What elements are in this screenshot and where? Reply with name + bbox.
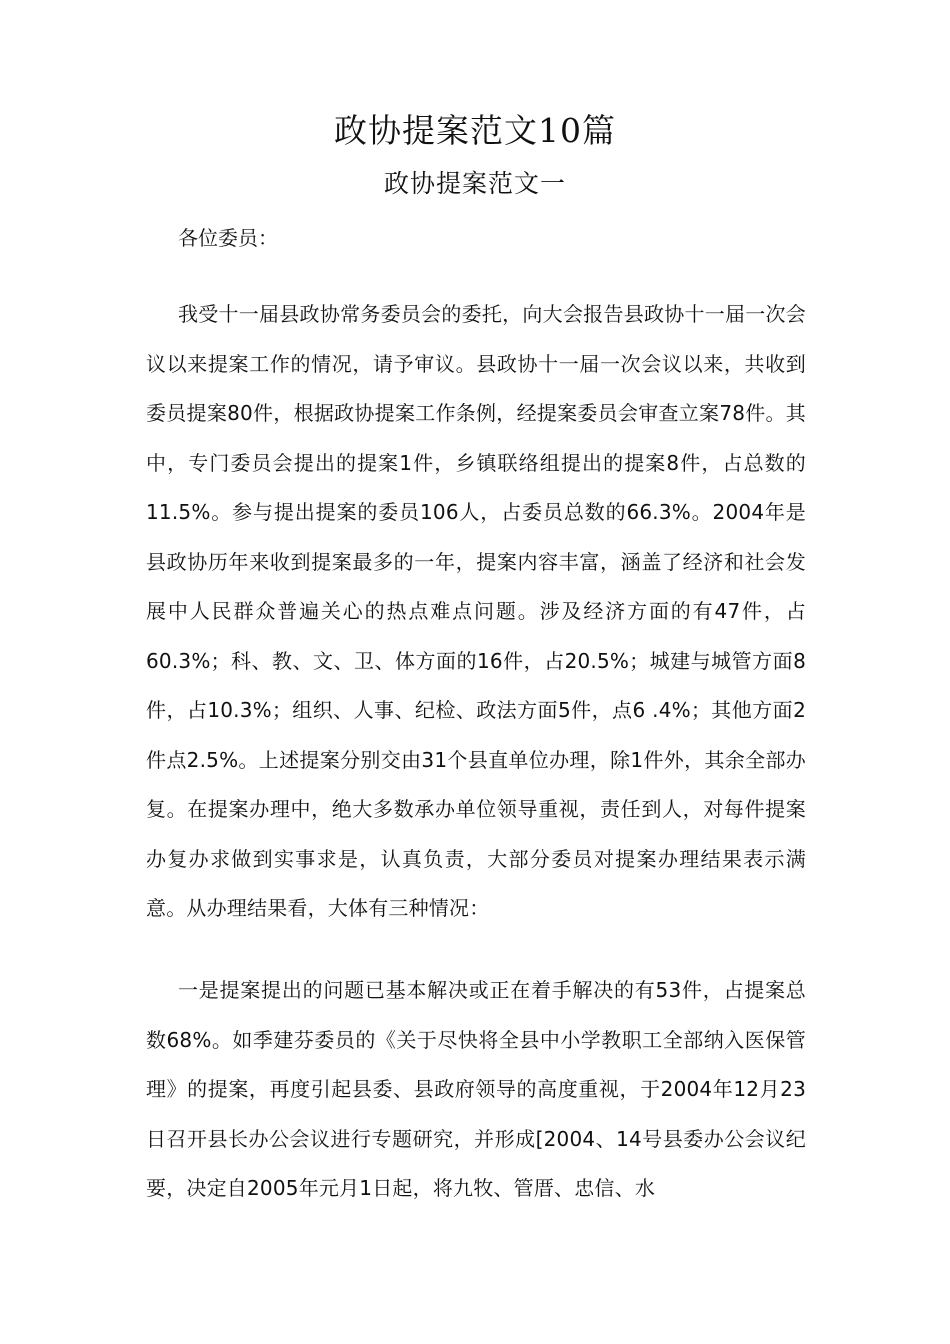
body-paragraph-1: 我受十一届县政协常务委员会的委托，向大会报告县政协十一届一次会议以来提案工作的情况，请予审议。县政协十一届一次会议以来，共收到委员提案80件，根据政协提案工作条例，经提案委员会审查立案78件。其中，专门委员会提出的提案1件，乡镇联络组提出的提案8件，占总数的11.5%。参与提出提案的委员106人，占委员总数的66.3%。2004年是县政协历年来收到提案最多的一年，提案内容丰富，涵盖了经济和社会发展中人民群众普遍关心的热点难点问题。涉及经济方面的有47件，占60.3%；科、教、文、卫、体方面的16件，占20.5%；城建与城管方面8件，占10.3%；组织、人事、纪检、政法方面5件，点6 .4%；其他方面2件点2.5%。上述提案分别交由31个县直单位办理，除1件外，其余全部办复。在提案办理中，绝大多数承办单位领导重视，责任到人，对每件提案办复办求做到实事求是，认真负责，大部分委员对提案办理结果表示满意。从办理结果看，大体有三种情况： (146, 302, 806, 920)
salutation: 各位委员： (178, 226, 278, 250)
document-title: 政协提案范文10篇 (334, 111, 616, 150)
document-subtitle: 政协提案范文一 (383, 169, 566, 198)
body-paragraph-2: 一是提案提出的问题已基本解决或正在着手解决的有53件，占提案总数68%。如季建芬委员的《关于尽快将全县中小学教职工全部纳入医保管理》的提案，再度引起县委、县政府领导的高度重视，于2004年12月23日召开县长办公会议进行专题研究，并形成[2004、14号县委办公会议纪要，决定自2005年元月1日起，将九牧、管厝、忠信、水 (146, 978, 806, 1200)
